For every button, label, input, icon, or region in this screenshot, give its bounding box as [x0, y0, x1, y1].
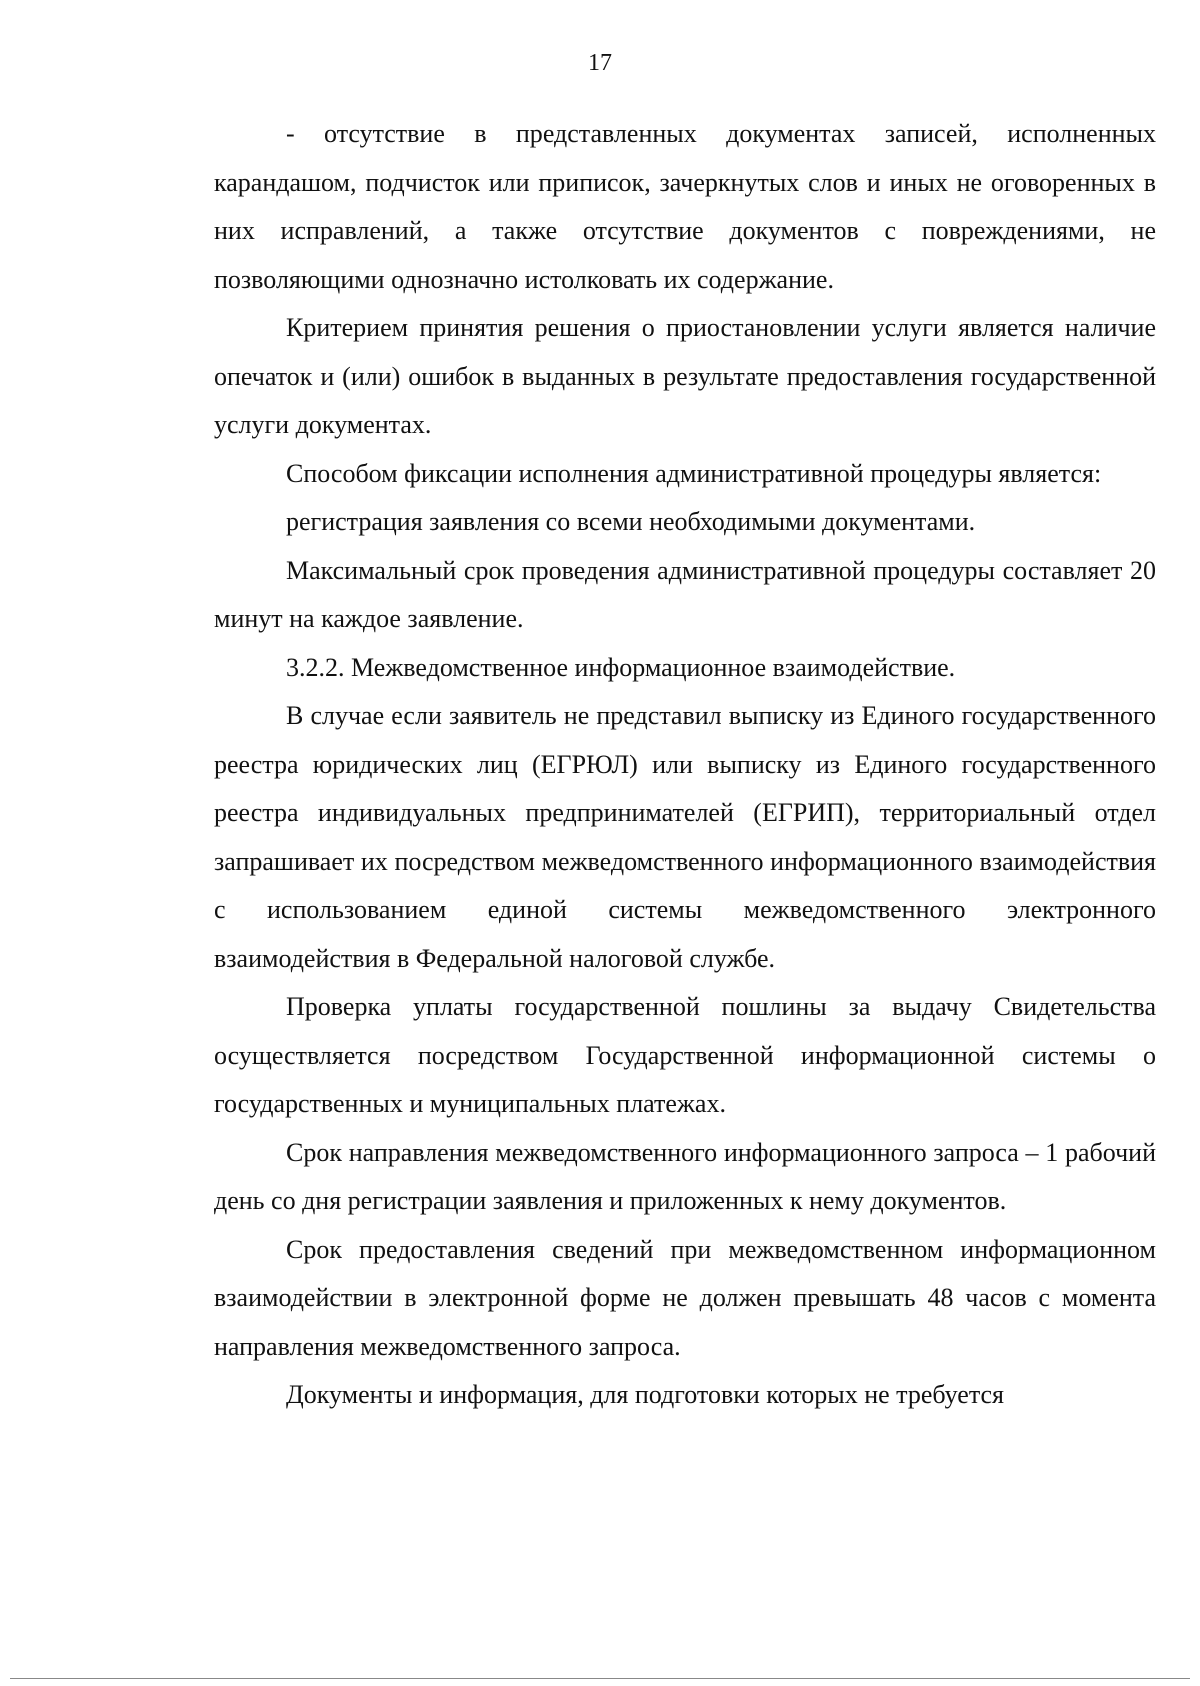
- page-number: 17: [588, 50, 612, 76]
- paragraph-fixation-method: Способом фиксации исполнения административной процедуры является:: [286, 458, 1102, 488]
- page-bottom-rule: [10, 1678, 1190, 1679]
- paragraph-document-defects: - отсутствие в представленных документах записей, исполненных карандашом, подчисток или приписок, зачеркнутых слов и иных не оговоренных в них исправлений, а также отсутствие документов с повреждениями, не позволяющими однозначно истолковать их содержание.: [214, 119, 1156, 294]
- paragraph-registration: регистрация заявления со всеми необходимыми документами.: [286, 507, 976, 536]
- paragraph-fee-check: Проверка уплаты государственной пошлины за выдачу Свидетельства осуществляется посредством Государственной информационной системы о государственных и муниципальных платежах.: [214, 992, 1156, 1118]
- paragraph-response-deadline: Срок предоставления сведений при межведомственном информационном взаимодействии в электронной форме не должен превышать 48 часов с момента направления межведомственного запроса.: [214, 1234, 1156, 1361]
- paragraph-egrul-request: В случае если заявитель не представил выписку из Единого государственного реестра юридических лиц (ЕГРЮЛ) или выписку из Единого государственного реестра индивидуальных предпринимателей (ЕГРИП), территориальный отдел запрашивает их посредством межведомственного информационного взаимодействия с использованием единой системы межведомственного электронного взаимодействия в Федеральной налоговой службе.: [214, 701, 1156, 973]
- paragraph-request-deadline: Срок направления межведомственного информационного запроса – 1 рабочий день со дня регистрации заявления и приложенных к нему документов.: [214, 1137, 1156, 1215]
- paragraph-documents-continued: Документы и информация, для подготовки которых не требуется: [286, 1380, 1005, 1409]
- paragraph-suspension-criterion: Критерием принятия решения о приостановлении услуги является наличие опечаток и (или) ошибок в выданных в результате предоставления государственной услуги документах.: [214, 313, 1156, 439]
- section-heading-3-2-2: 3.2.2. Межведомственное информационное взаимодействие.: [286, 652, 956, 682]
- document-body: [214, 110, 1156, 1420]
- paragraph-max-duration: Максимальный срок проведения административной процедуры составляет 20 минут на каждое заявление.: [214, 555, 1156, 633]
